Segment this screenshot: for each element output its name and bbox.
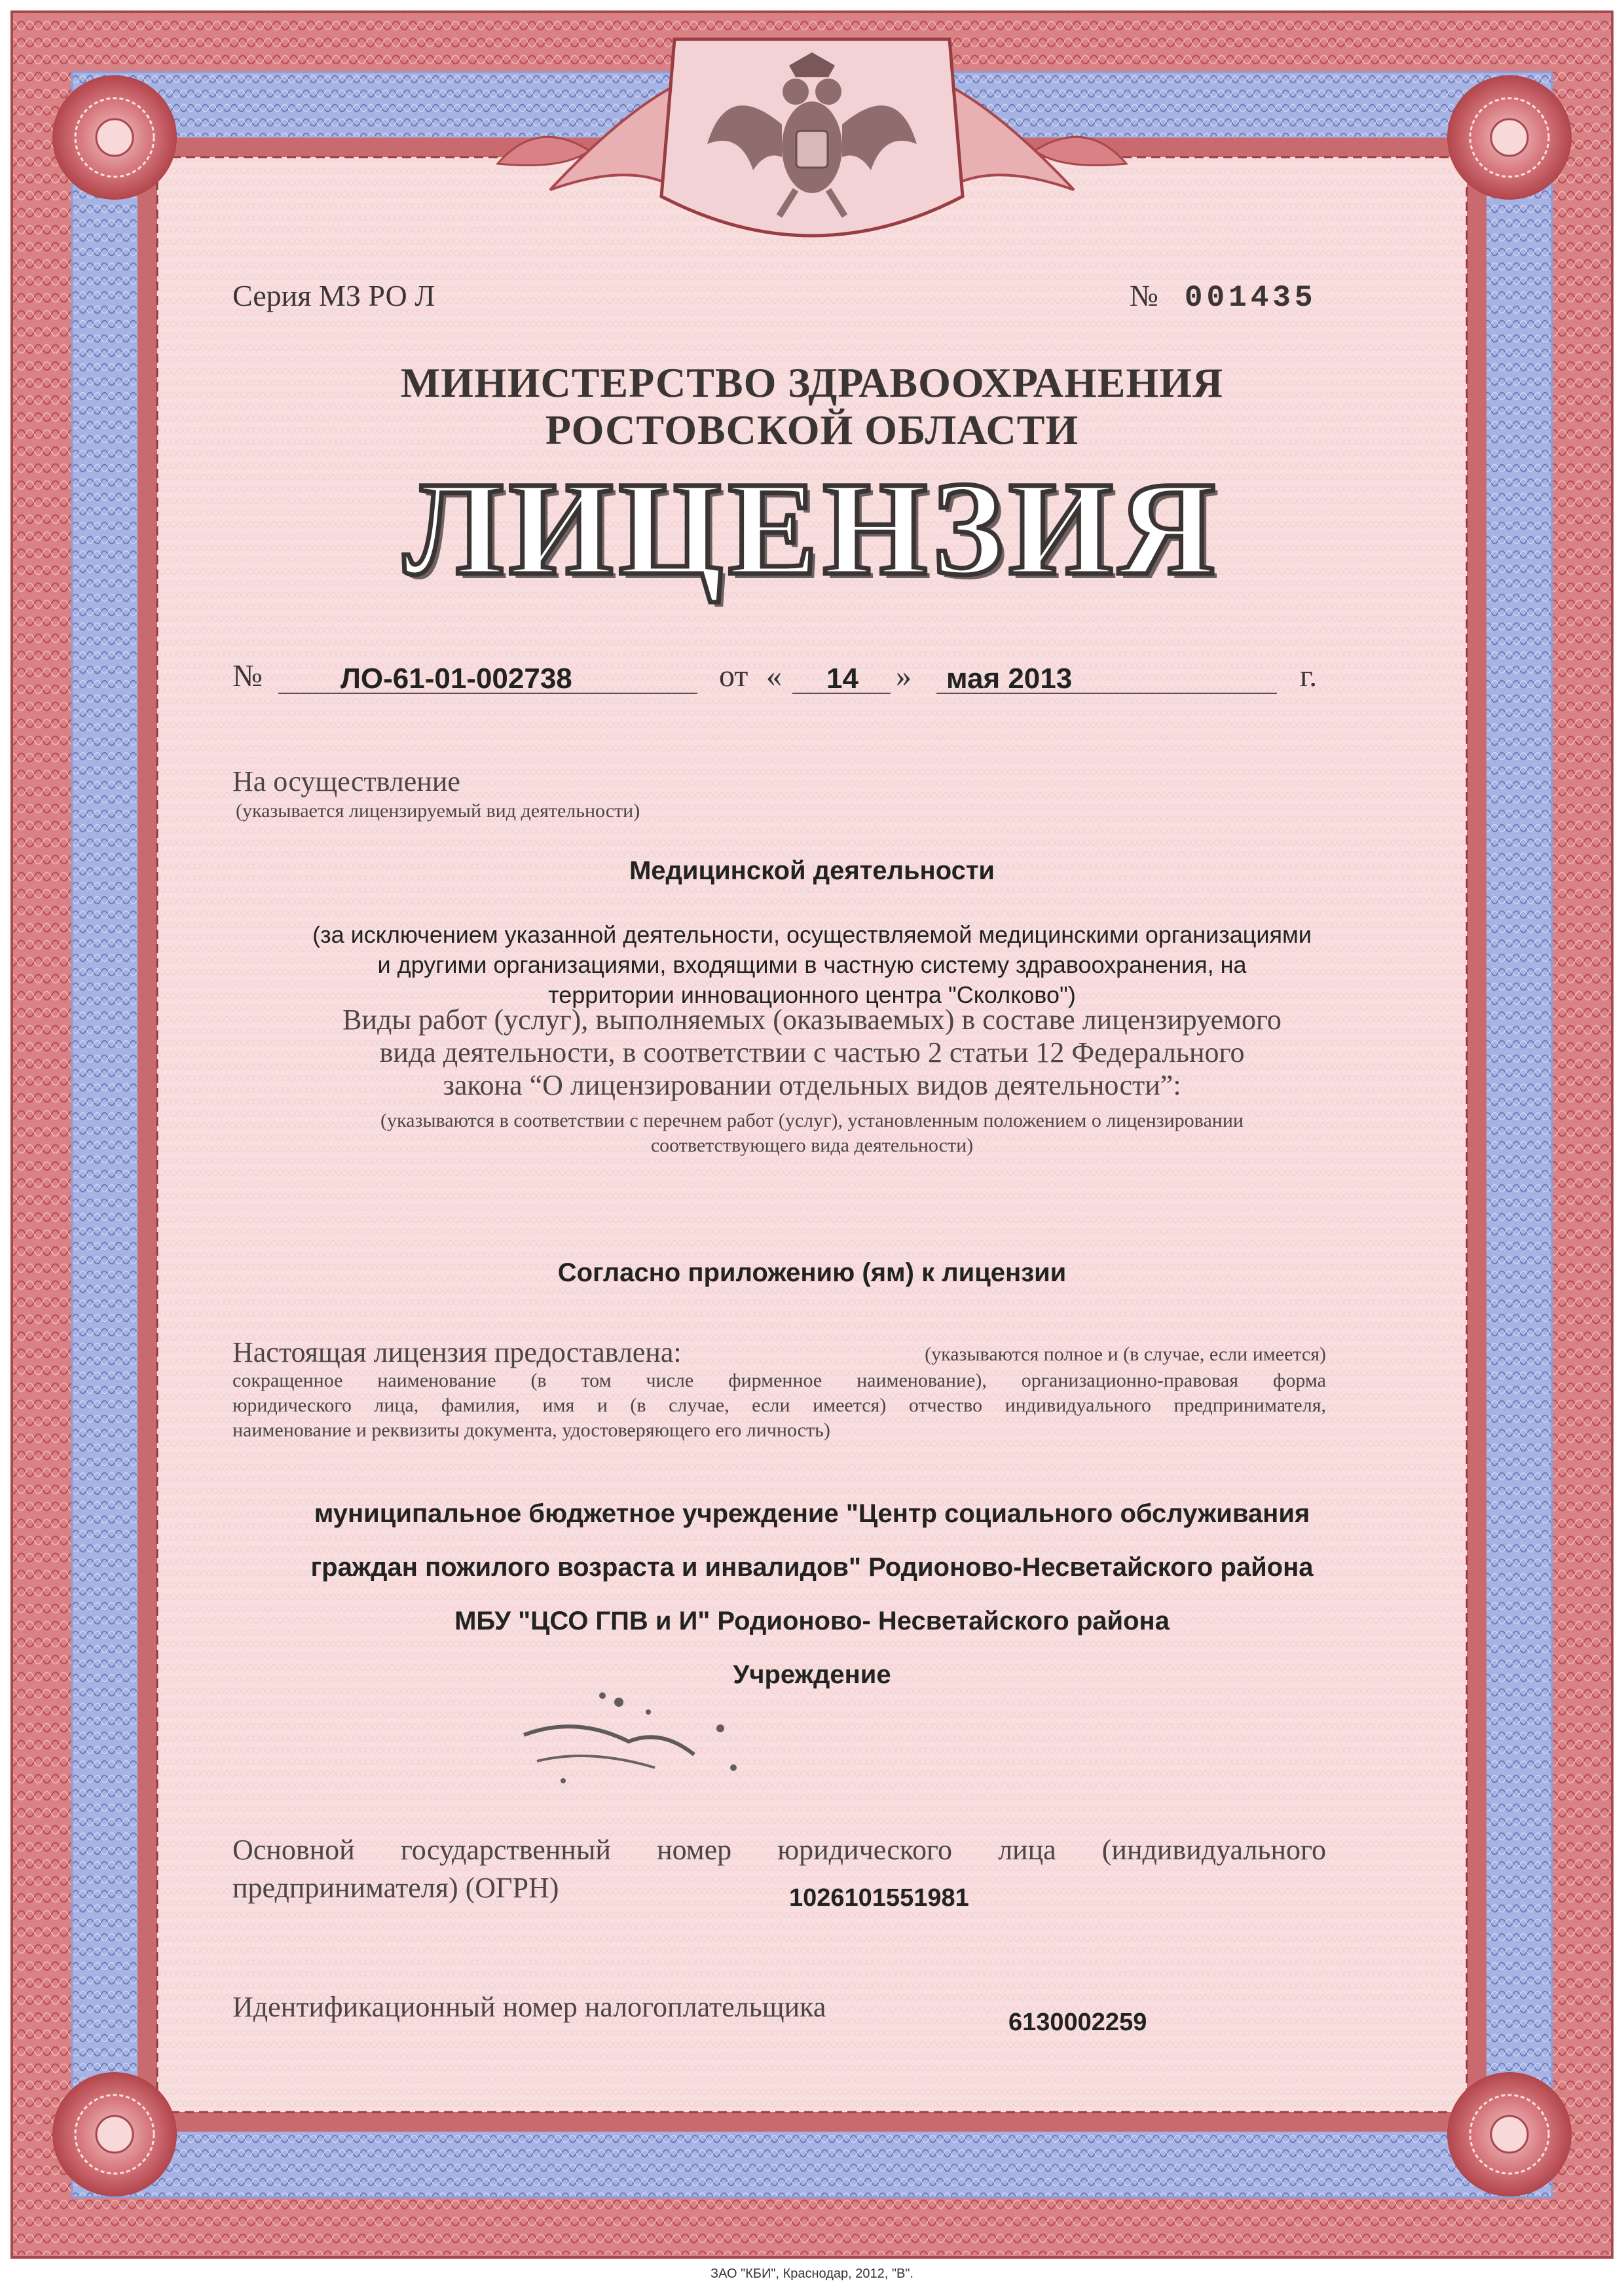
quote-close: » <box>896 659 912 693</box>
org-name-line-2: граждан пожилого возраста и инвалидов" Родионово-Несветайского района <box>310 1553 1314 1582</box>
works-value: Согласно приложению (ям) к лицензии <box>557 1258 1067 1287</box>
works-hint-2: соответствующего вида деятельности) <box>650 1135 974 1156</box>
granted-hint-2: сокращенное наименование (в том числе фирменное наименование), организационно-правовая форма <box>232 1370 1326 1391</box>
month-year-underline <box>936 693 1277 694</box>
year-suffix: г. <box>1300 659 1318 693</box>
granted-block <box>232 1336 1326 1369</box>
activity-hint: (указывается лицензируемый вид деятельности) <box>236 800 640 822</box>
license-no-label: № <box>232 659 263 693</box>
inn-label: Идентификационный номер налогоплательщика <box>232 1991 826 2023</box>
ministry-name-line2: РОСТОВСКОЙ ОБЛАСТИ <box>545 407 1079 453</box>
org-name-line-1: муниципальное бюджетное учреждение "Центр социального обслуживания <box>314 1499 1310 1528</box>
quote-open: « <box>766 659 782 693</box>
printer-footer: ЗАО "КБИ", Краснодар, 2012, "В". <box>710 2267 913 2281</box>
corner-rosette-icon <box>52 2072 177 2196</box>
document-title <box>0 454 1624 603</box>
works-label-1: Виды работ (услуг), выполняемых (оказываемых) в составе лицензируемого <box>342 1004 1282 1036</box>
license-day: 14 <box>826 663 858 695</box>
license-number-underline <box>278 693 697 694</box>
works-hint-1: (указываются в соответствии с перечнем работ (услуг), установленным положением о лицензировании <box>380 1110 1244 1131</box>
activity-value: Медицинской деятельности <box>629 856 995 885</box>
activity-note-2: и другими организациями, входящими в частную систему здравоохранения, на <box>377 951 1247 978</box>
granted-hint-1: (указываются полное и (в случае, если имеется) <box>925 1343 1326 1365</box>
granted-hint-3: юридического лица, фамилия, имя и (в случае, если имеется) отчество индивидуального предпринимателя, <box>232 1394 1326 1416</box>
corner-rosette-icon <box>1447 75 1572 200</box>
activity-note-1: (за исключением указанной деятельности, осуществляемой медицинскими организациями <box>312 921 1312 948</box>
activity-note-3: территории инновационного центра "Сколково") <box>548 981 1076 1008</box>
ogrn-label-1: Основной государственный номер юридического лица (индивидуального <box>232 1834 1326 1866</box>
license-month-year: мая 2013 <box>946 663 1073 695</box>
serial-prefix: № <box>1130 279 1158 312</box>
org-short-name: МБУ "ЦСО ГПВ и И" Родионово- Несветайского района <box>454 1607 1170 1635</box>
from-label: от <box>719 659 748 693</box>
serial-number-block <box>1130 278 1317 315</box>
serial-number: 001435 <box>1184 281 1317 315</box>
org-type: Учреждение <box>733 1660 891 1689</box>
day-underline <box>792 693 891 694</box>
ogrn-label-2: предпринимателя) (ОГРН) <box>232 1872 559 1904</box>
ministry-name-line1: МИНИСТЕРСТВО ЗДРАВООХРАНЕНИЯ <box>400 359 1224 406</box>
document-title-text: ЛИЦЕНЗИЯ <box>403 454 1221 603</box>
ogrn-value: 1026101551981 <box>789 1884 969 1912</box>
works-label-3: закона “О лицензировании отдельных видов деятельности”: <box>443 1069 1181 1101</box>
license-number: ЛО-61-01-002738 <box>341 663 572 695</box>
activity-label: На осуществление <box>232 765 460 797</box>
corner-rosette-icon <box>1447 2072 1572 2196</box>
corner-rosette-icon <box>52 75 177 200</box>
works-label-2: вида деятельности, в соответствии с частью 2 статьи 12 Федерального <box>379 1036 1245 1068</box>
inn-value: 6130002259 <box>1008 2009 1147 2036</box>
series-label: Серия МЗ РО Л <box>232 279 435 312</box>
granted-hint-4: наименование и реквизиты документа, удостоверяющего его личность) <box>232 1419 830 1441</box>
granted-label: Настоящая лицензия предоставлена: <box>232 1336 682 1368</box>
